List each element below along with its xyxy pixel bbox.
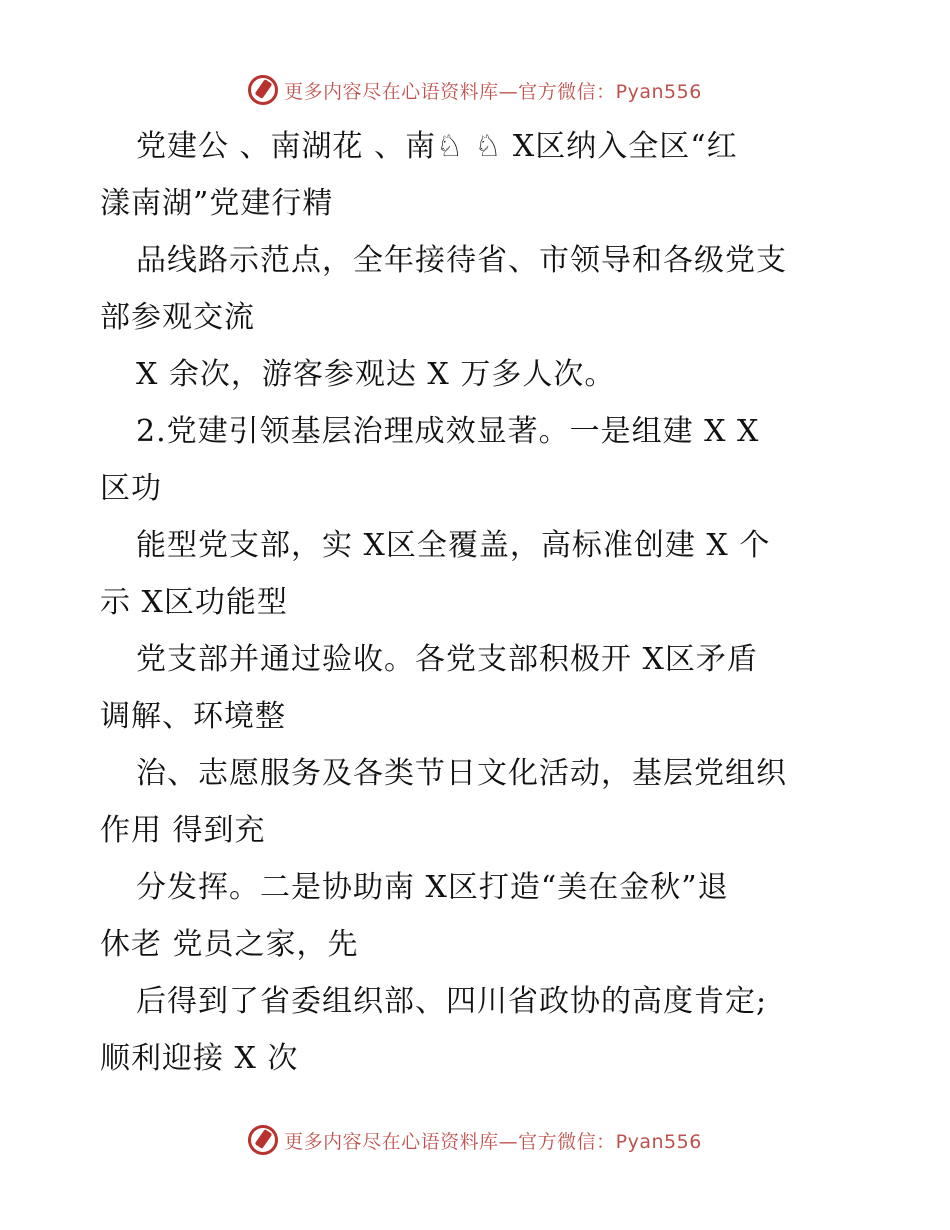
header-watermark [0,70,950,110]
text-line: 部参观交流 [100,300,255,335]
footer-watermark [0,1120,950,1160]
text-line: 治、志愿服务及各类节日文化活动，基层党组织 [136,756,787,791]
text-line: 示 X区功能型 [100,585,288,620]
text-line: 调解、环境整 [100,699,286,734]
text-line: 作用 得到充 [100,813,266,848]
document-body [100,118,860,1087]
text-line: 顺利迎接 X 次 [100,1041,299,1076]
text-line: 党支部并通过验收。各党支部积极开 X区矛盾 [136,642,758,677]
text-line: 分发挥。二是协助南 X区打造“美在金秋”退 [136,870,729,905]
text-line: 漾南湖”党建行精 [100,186,334,221]
text-line: 党建公 、南湖花 、南♘ ♘ X区纳入全区“红 [136,129,738,164]
text-line: 能型党支部，实 X区全覆盖，高标准创建 X 个 [136,528,771,563]
watermark-text: 更多内容尽在心语资料库—官方微信：Pyan556 [284,80,702,103]
pen-logo-icon [248,75,278,105]
text-line: 区功 [100,471,162,506]
text-line: 2.党建引领基层治理成效显著。一是组建 X X [136,414,760,449]
watermark-text: 更多内容尽在心语资料库—官方微信：Pyan556 [284,1130,702,1153]
text-line: 品线路示范点，全年接待省、市领导和各级党支 [136,243,787,278]
text-line: 休老 党员之家，先 [100,927,359,962]
pen-logo-icon [248,1125,278,1155]
text-line: 后得到了省委组织部、四川省政协的高度肯定; [136,984,768,1019]
text-line: X 余次，游客参观达 X 万多人次。 [136,357,616,392]
